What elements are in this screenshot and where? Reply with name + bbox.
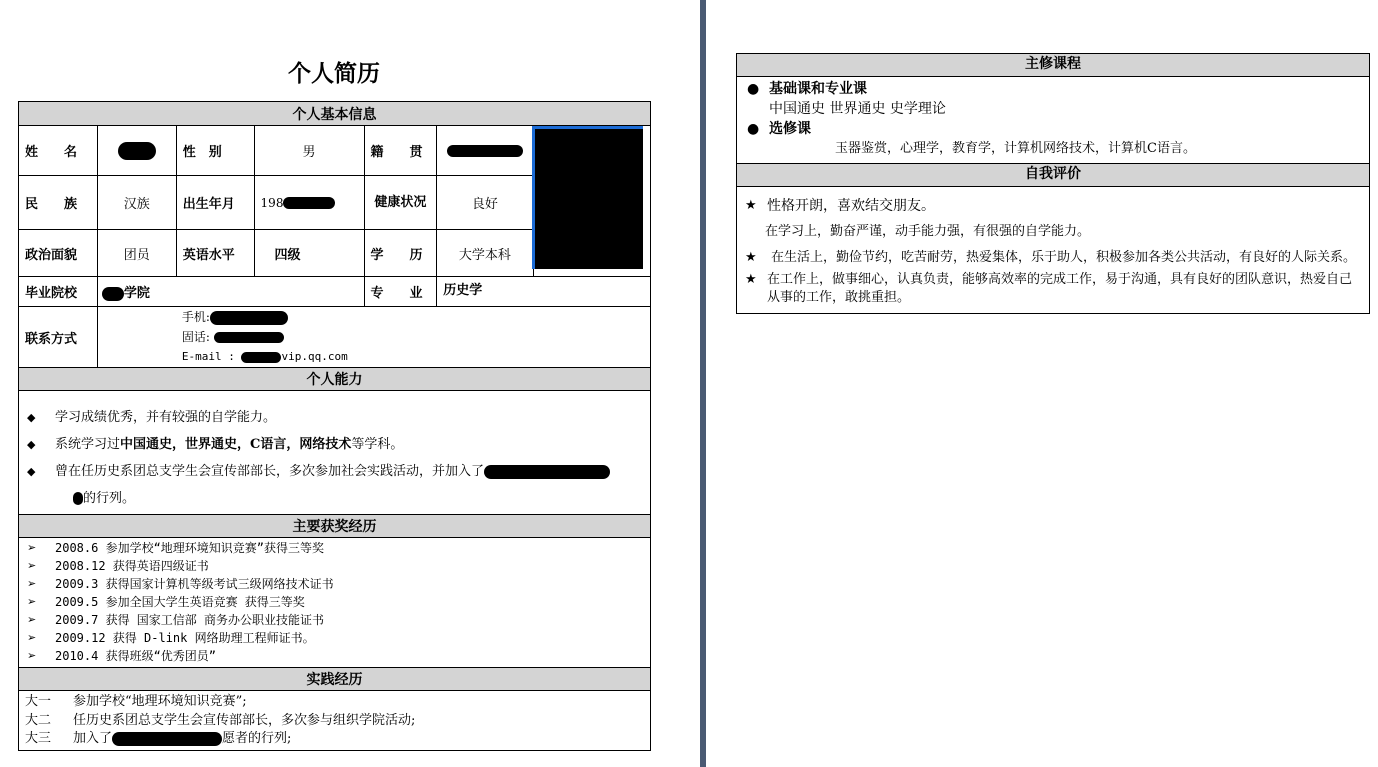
ethnic-value: 汉族 (97, 176, 176, 230)
ability-item: ◆ 系统学习过中国通史，世界通史，C语言，网络技术等学科。 (19, 431, 650, 458)
diamond-icon: ◆ (27, 465, 36, 478)
section-ability: 个人能力 (19, 368, 651, 391)
award-item: ➢ 2009.5 参加全国大学生英语竞赛 获得三等奖 (27, 595, 305, 609)
evaluation-content (737, 187, 1369, 313)
star-icon: ★ (745, 272, 757, 287)
school-suffix: 学院 (123, 286, 150, 301)
redacted-school (102, 287, 124, 301)
redacted-email (241, 352, 281, 363)
redacted-birth (283, 197, 335, 209)
edu-label: 学 历 (364, 230, 437, 277)
tel-line (182, 327, 644, 347)
award-item: ➢ 2009.12 获得 D-link 网络助理工程师证书。 (27, 631, 315, 645)
redacted-photo (532, 126, 643, 269)
redacted-tel (214, 332, 284, 343)
ethnic-label: 民 族 (19, 176, 98, 230)
health-label: 健康状况 (364, 176, 437, 230)
ability-item: ◆ 学习成绩优秀，并有较强的自学能力。 (19, 404, 650, 431)
redacted-name (118, 142, 156, 160)
practice-item: 大二 任历史系团总支学生会宣传部部长，多次参与组织学院活动; (25, 712, 416, 728)
award-item: ➢ 2009.7 获得 国家工信部 商务办公职业技能证书 (27, 613, 325, 627)
bullet-icon: ● (747, 121, 760, 137)
arrow-icon: ➢ (27, 631, 37, 644)
courses-content (737, 77, 1369, 163)
ability-item: ◆ 曾在任历史系团总支学生会宣传部部长，多次参加社会实践活动，并加入了 (19, 458, 650, 485)
section-evaluation: 自我评价 (737, 163, 1369, 187)
section-awards: 主要获奖经历 (19, 515, 651, 538)
section-practice: 实践经历 (19, 668, 651, 691)
practice-list (19, 691, 651, 751)
major-label: 专 业 (364, 277, 437, 307)
name-label: 姓 名 (19, 126, 98, 176)
redacted-organization (484, 465, 610, 479)
practice-item: 大三 加入了 愿者的行列; (25, 731, 292, 746)
award-item: ➢ 2008.6 参加学校“地理环境知识竞赛”获得三等奖 (27, 541, 325, 555)
contact-label: 联系方式 (19, 307, 98, 368)
evaluation-item: ★ 在工作上，做事细心，认真负责，能够高效率的完成工作，易于沟通，具有良好的团队意识，热爱自己从事的工作，敢挑重担。 (745, 272, 1353, 305)
native-value (437, 126, 534, 176)
english-label: 英语水平 (176, 230, 254, 277)
course-elective-list: 玉器鉴赏，心理学，教育学，计算机网络技术，计算机C语言。 (835, 141, 1196, 156)
course-basic-list: 中国通史 世界通史 史学理论 (769, 101, 946, 117)
major-value: 历史学 (437, 277, 651, 307)
section-courses: 主修课程 (737, 54, 1369, 77)
birth-prefix: 198 (260, 195, 284, 210)
redacted-phone (210, 311, 288, 325)
award-item: ➢ 2010.4 获得班级“优秀团员” (27, 649, 217, 663)
political-label: 政治面貌 (19, 230, 98, 277)
ability-item-continued: 的行列。 (19, 485, 650, 512)
email-line (182, 347, 644, 367)
evaluation-item: 在学习上，勤奋严谨，动手能力强，有很强的自学能力。 (765, 224, 1091, 239)
evaluation-item: ★ 性格开朗，喜欢结交朋友。 (745, 193, 1361, 219)
star-icon: ★ (745, 198, 757, 213)
phone-line (182, 307, 644, 327)
english-value: 四级 (254, 230, 364, 277)
bullet-icon: ● (747, 81, 760, 97)
awards-list (19, 538, 651, 668)
birth-label: 出生年月 (176, 176, 254, 230)
school-label: 毕业院校 (19, 277, 98, 307)
arrow-icon: ➢ (27, 595, 37, 608)
redacted-native (447, 145, 523, 157)
award-item: ➢ 2008.12 获得英语四级证书 (27, 559, 209, 573)
diamond-icon: ◆ (27, 411, 36, 424)
health-value: 良好 (437, 176, 534, 230)
gender-value: 男 (254, 126, 364, 176)
contact-value (97, 307, 650, 368)
redacted-organization-tail (73, 492, 83, 505)
right-table (736, 53, 1370, 314)
edu-value: 大学本科 (437, 230, 534, 277)
star-icon: ★ (745, 250, 757, 265)
course-basic: ● 基础课和专业课 (747, 81, 867, 97)
political-value: 团员 (97, 230, 176, 277)
award-item: ➢ 2009.3 获得国家计算机等级考试三级网络技术证书 (27, 577, 334, 591)
diamond-icon: ◆ (27, 438, 36, 451)
arrow-icon: ➢ (27, 541, 37, 554)
arrow-icon: ➢ (27, 559, 37, 572)
section-basic-info: 个人基本信息 (19, 102, 651, 126)
practice-item: 大一 参加学校“地理环境知识竞赛”; (25, 694, 247, 709)
redacted-volunteer-org (112, 732, 222, 746)
native-label: 籍 贯 (364, 126, 437, 176)
email-suffix: vip.qq.com (281, 350, 348, 363)
evaluation-item: ★ 在生活上，勤俭节约，吃苦耐劳，热爱集体，乐于助人，积极参加各类公共活动，有良好的人际关系。 (745, 245, 1361, 271)
school-value (97, 277, 364, 307)
arrow-icon: ➢ (27, 649, 37, 662)
arrow-icon: ➢ (27, 613, 37, 626)
email-label: E-mail : (181, 350, 235, 363)
ability-list (19, 391, 651, 515)
phone-label: 手机: (181, 310, 210, 324)
course-elective: ● 选修课 (747, 121, 811, 137)
tel-label: 固话: (181, 330, 210, 344)
gender-label: 性 别 (176, 126, 254, 176)
name-value (97, 126, 176, 176)
birth-value (254, 176, 364, 230)
page-title: 个人简历 (288, 60, 380, 87)
arrow-icon: ➢ (27, 577, 37, 590)
